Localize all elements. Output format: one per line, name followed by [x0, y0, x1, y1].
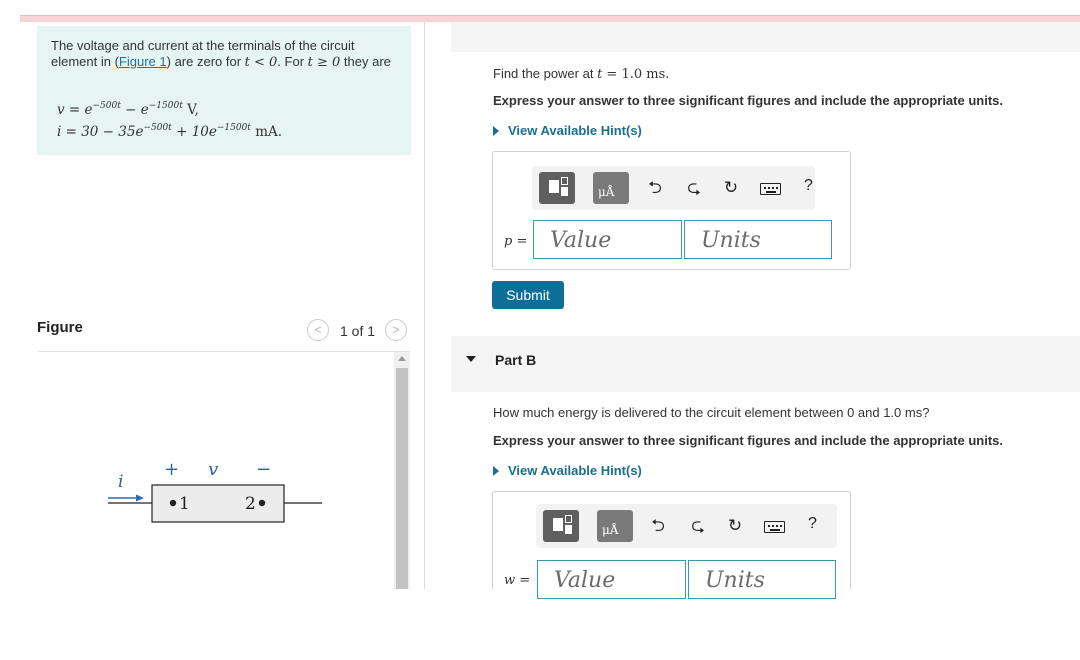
column-divider — [424, 22, 425, 589]
minus-sign: − — [256, 459, 272, 480]
units-icon[interactable]: μÅ — [597, 510, 633, 542]
problem-text: The voltage and current at the terminals of the circuit element in (Figure 1) are zero for t < 0. For t ≥ 0 they are — [51, 38, 391, 70]
figure-link[interactable]: Figure 1 — [118, 54, 167, 69]
caret-right-icon — [493, 126, 499, 136]
keyboard-icon[interactable] — [764, 521, 785, 533]
reset-icon[interactable]: ↻ — [727, 516, 743, 535]
current-label: i — [118, 472, 124, 492]
figure-divider — [37, 351, 410, 352]
part-b-header[interactable] — [451, 336, 1080, 392]
keyboard-icon[interactable] — [760, 183, 781, 195]
part-a-answer-box — [492, 151, 851, 270]
current-equation: $i = 30 - 35e^{-500t} + 10e^{-1500t}$ mA. — [57, 123, 283, 140]
part-a-value-input[interactable]: Value — [533, 220, 682, 259]
part-b-hint-link[interactable]: View Available Hint(s) — [493, 463, 642, 478]
part-a-variable-label: p = — [504, 234, 528, 249]
part-a-math-toolbar — [532, 166, 815, 210]
circuit-diagram — [100, 455, 330, 535]
templates-icon[interactable] — [543, 510, 579, 542]
units-icon[interactable]: μÅ — [593, 172, 629, 204]
part-b-variable-label: w = — [504, 573, 531, 588]
terminal-1-dot — [170, 500, 176, 506]
part-b-units-input[interactable]: Units — [688, 560, 836, 599]
redo-icon[interactable]: ⮎ — [691, 516, 705, 535]
terminal-2-label: 2 — [245, 494, 256, 514]
part-b-title[interactable]: Part B — [495, 352, 537, 368]
part-a-header-band — [451, 22, 1080, 52]
part-b-question: How much energy is delivered to the circuit element between 0 and 1.0 ms? — [493, 405, 930, 420]
part-a-question: Find the power at t = 1.0 ms. — [493, 66, 670, 82]
part-b-math-toolbar — [536, 504, 837, 548]
voltage-equation: $v = e^{-500t} - e^{-1500t}$ V, — [57, 101, 199, 118]
part-b-answer-box — [492, 491, 851, 593]
templates-icon[interactable] — [539, 172, 575, 204]
terminal-2-dot — [259, 500, 265, 506]
part-b-value-input[interactable]: Value — [537, 560, 686, 599]
chevron-down-icon[interactable] — [466, 356, 476, 362]
scroll-up-arrow-icon[interactable] — [398, 356, 406, 361]
help-icon[interactable]: ? — [808, 515, 817, 532]
figure-next-button[interactable] — [385, 319, 407, 341]
figure-scroll-thumb[interactable] — [396, 368, 408, 589]
voltage-label: v — [208, 459, 219, 480]
terminal-1-label: 1 — [179, 494, 190, 514]
part-a-hint-link[interactable]: View Available Hint(s) — [493, 123, 642, 138]
problem-statement — [37, 26, 411, 155]
top-progress-bar — [20, 15, 1080, 22]
help-icon[interactable]: ? — [804, 177, 813, 194]
current-arrow-icon — [136, 495, 144, 502]
figure-prev-button[interactable] — [307, 319, 329, 341]
figure-pager-text: 1 of 1 — [340, 323, 376, 339]
undo-icon[interactable]: ⮌ — [648, 178, 662, 197]
caret-right-icon — [493, 466, 499, 476]
chevron-left-icon: < — [314, 322, 322, 337]
chevron-right-icon: > — [392, 322, 400, 337]
part-a-units-input[interactable]: Units — [684, 220, 832, 259]
plus-sign: + — [164, 459, 180, 480]
submit-button[interactable]: Submit — [492, 281, 564, 309]
part-b-instruction: Express your answer to three significant figures and include the appropriate units. — [493, 433, 1003, 448]
undo-icon[interactable]: ⮌ — [651, 516, 665, 535]
reset-icon[interactable]: ↻ — [723, 178, 739, 197]
part-a-instruction: Express your answer to three significant figures and include the appropriate units. — [493, 93, 1003, 108]
figure-heading: Figure — [37, 319, 83, 336]
redo-icon[interactable]: ⮎ — [687, 178, 701, 197]
